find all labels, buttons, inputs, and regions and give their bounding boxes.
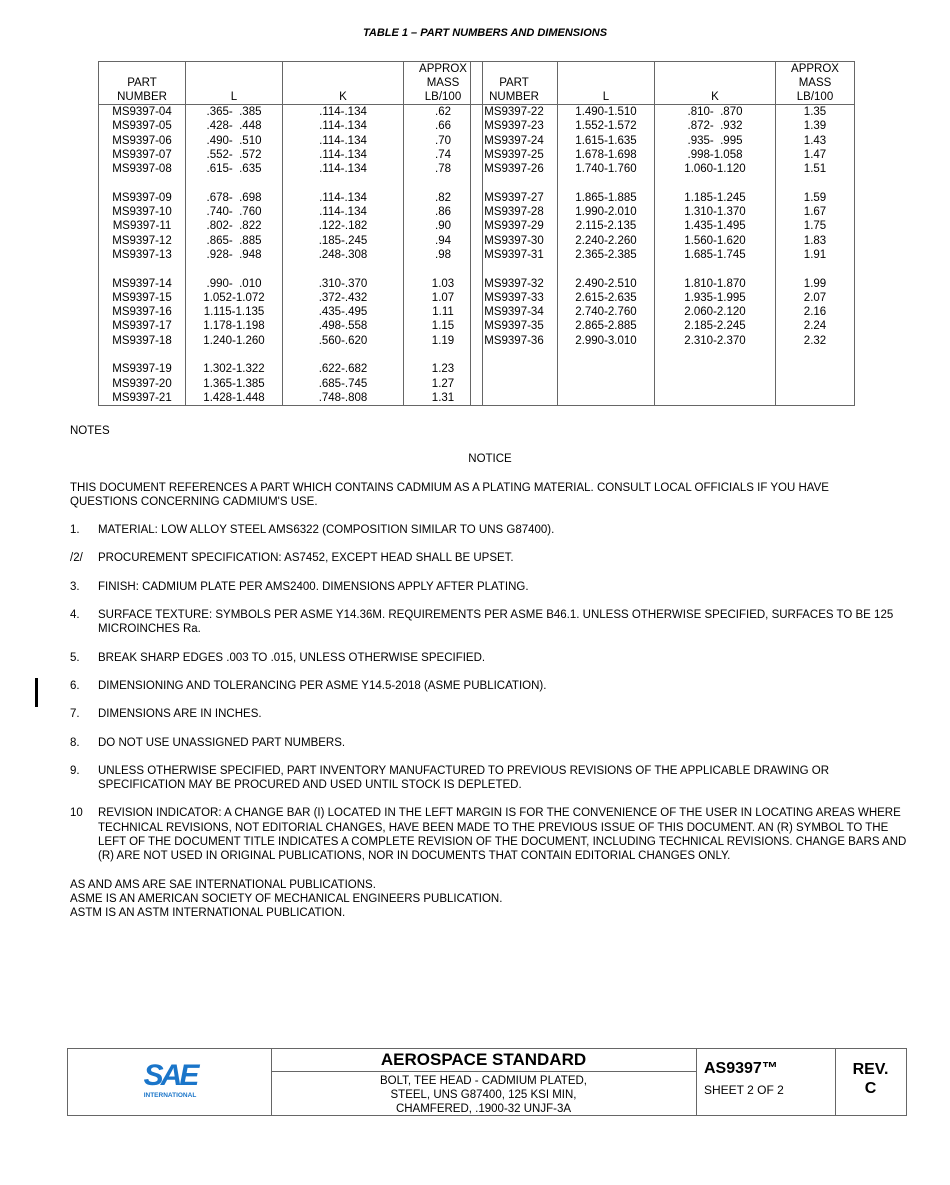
table-row bbox=[99, 119, 483, 133]
table-cell: .810- .870 bbox=[655, 105, 776, 120]
table-row bbox=[99, 377, 483, 391]
column-header: PART NUMBER bbox=[471, 62, 558, 105]
note-number: 9. bbox=[70, 764, 80, 777]
table-cell: 1.99 bbox=[776, 277, 855, 291]
table-cell: 1.365-1.385 bbox=[186, 377, 283, 391]
table-cell: 1.39 bbox=[776, 119, 855, 133]
table-cell: 1.47 bbox=[776, 148, 855, 162]
table-cell: .94 bbox=[404, 234, 483, 248]
table-cell: .365- .385 bbox=[186, 105, 283, 120]
table-row bbox=[99, 391, 483, 406]
table-cell: MS9397-24 bbox=[471, 134, 558, 148]
table-cell: .185-.245 bbox=[283, 234, 404, 248]
table-cell: 1.240-1.260 bbox=[186, 334, 283, 348]
table-cell: 1.19 bbox=[404, 334, 483, 348]
table-cell: .114-.134 bbox=[283, 105, 404, 120]
table-cell: 1.51 bbox=[776, 162, 855, 176]
table-cell: 1.990-2.010 bbox=[558, 205, 655, 219]
note-number: 3. bbox=[70, 580, 80, 593]
table-cell: MS9397-17 bbox=[99, 319, 186, 333]
table-cell: 2.615-2.635 bbox=[558, 291, 655, 305]
table-row bbox=[99, 191, 483, 205]
table-cell: .928- .948 bbox=[186, 248, 283, 262]
table-cell: 1.185-1.245 bbox=[655, 191, 776, 205]
table-cell: 2.365-2.385 bbox=[558, 248, 655, 262]
publications-list bbox=[70, 878, 910, 921]
table-cell: .372-.432 bbox=[283, 291, 404, 305]
column-header: APPROX MASS LB/100 bbox=[404, 62, 483, 105]
note-number: 8. bbox=[70, 736, 80, 749]
table-cell: 2.990-3.010 bbox=[558, 334, 655, 348]
table-cell: 1.060-1.120 bbox=[655, 162, 776, 176]
table-cell: MS9397-35 bbox=[471, 319, 558, 333]
table-cell: .740- .760 bbox=[186, 205, 283, 219]
table-cell: 2.310-2.370 bbox=[655, 334, 776, 348]
note-number: 5. bbox=[70, 651, 80, 664]
note-item bbox=[70, 679, 910, 693]
table-cell: 2.07 bbox=[776, 291, 855, 305]
table-row bbox=[471, 305, 855, 319]
table-row bbox=[99, 105, 483, 120]
table-cell: .490- .510 bbox=[186, 134, 283, 148]
table-cell: 1.07 bbox=[404, 291, 483, 305]
table-cell: 1.302-1.322 bbox=[186, 362, 283, 376]
revision-cell bbox=[835, 1049, 906, 1115]
table-cell: 1.310-1.370 bbox=[655, 205, 776, 219]
table-cell: MS9397-29 bbox=[471, 219, 558, 233]
table-cell: 1.67 bbox=[776, 205, 855, 219]
table-row bbox=[99, 234, 483, 248]
revision-value: C bbox=[864, 1080, 877, 1097]
table-cell: MS9397-08 bbox=[99, 162, 186, 176]
parts-table-left bbox=[98, 61, 483, 406]
note-item bbox=[70, 523, 910, 537]
note-text: PROCUREMENT SPECIFICATION: AS7452, EXCEPT HEAD SHALL BE UPSET. bbox=[98, 552, 514, 565]
table-cell: .74 bbox=[404, 148, 483, 162]
table-cell: 1.865-1.885 bbox=[558, 191, 655, 205]
table-cell: 1.43 bbox=[776, 134, 855, 148]
note-number: 7. bbox=[70, 708, 80, 721]
table-row bbox=[99, 291, 483, 305]
table-cell: .310-.370 bbox=[283, 277, 404, 291]
table-cell: MS9397-21 bbox=[99, 391, 186, 406]
notes-list bbox=[70, 523, 910, 863]
publication-line: AS AND AMS ARE SAE INTERNATIONAL PUBLICATIONS. bbox=[70, 878, 376, 891]
table-row bbox=[471, 191, 855, 205]
table-cell: MS9397-04 bbox=[99, 105, 186, 120]
table-row bbox=[471, 148, 855, 162]
description-line: STEEL, UNS G87400, 125 KSI MIN, bbox=[390, 1089, 577, 1101]
table-cell: 1.810-1.870 bbox=[655, 277, 776, 291]
table-row bbox=[471, 162, 855, 176]
table-row bbox=[471, 319, 855, 333]
table-cell: .622-.682 bbox=[283, 362, 404, 376]
note-text: DIMENSIONING AND TOLERANCING PER ASME Y14.5-2018 (ASME PUBLICATION). bbox=[98, 679, 547, 692]
standard-description bbox=[271, 1072, 696, 1116]
description-line: BOLT, TEE HEAD - CADMIUM PLATED, bbox=[379, 1075, 588, 1087]
table-cell: .114-.134 bbox=[283, 134, 404, 148]
table-cell: MS9397-12 bbox=[99, 234, 186, 248]
column-header: L bbox=[558, 62, 655, 105]
table-cell: .98 bbox=[404, 248, 483, 262]
note-text: DO NOT USE UNASSIGNED PART NUMBERS. bbox=[98, 736, 346, 749]
table-cell: 2.16 bbox=[776, 305, 855, 319]
table-cell: 1.428-1.448 bbox=[186, 391, 283, 406]
table-cell: 1.935-1.995 bbox=[655, 291, 776, 305]
standard-heading: AEROSPACE STANDARD bbox=[271, 1049, 696, 1072]
table-cell: MS9397-32 bbox=[471, 277, 558, 291]
notes-heading: NOTES bbox=[70, 425, 110, 437]
table-row bbox=[471, 234, 855, 248]
table-cell: 2.115-2.135 bbox=[558, 219, 655, 233]
note-text: SURFACE TEXTURE: SYMBOLS PER ASME Y14.36M. REQUIREMENTS PER ASME B46.1. UNLESS OTHERWISE SPECIFIED, SURFACES TO BE 125 MICROINCHES Ra. bbox=[98, 609, 894, 636]
table-cell: .114-.134 bbox=[283, 148, 404, 162]
document-number-cell bbox=[696, 1049, 836, 1115]
table-cell: 2.490-2.510 bbox=[558, 277, 655, 291]
parts-table-right bbox=[470, 61, 855, 406]
table-cell: MS9397-30 bbox=[471, 234, 558, 248]
table-cell: 2.185-2.245 bbox=[655, 319, 776, 333]
table-row bbox=[99, 134, 483, 148]
table-cell: MS9397-10 bbox=[99, 205, 186, 219]
sae-logo-icon bbox=[138, 1057, 202, 1101]
note-item bbox=[70, 806, 910, 863]
note-item bbox=[70, 651, 910, 665]
note-item bbox=[70, 608, 910, 637]
note-text: REVISION INDICATOR: A CHANGE BAR (I) LOCATED IN THE LEFT MARGIN IS FOR THE CONVENIENCE OF THE USER IN LOCATING AREAS WHERE TECHNICAL REVISIONS, NOT EDITORIAL CHANGES, HAVE BEEN MADE TO THE PREVIOUS ISSUE OF THIS DOCUMENT. AN (R) SYMBOL TO THE LEFT OF THE DOCUMENT TITLE INDICATES A COMPLETE REVISION OF THE DOCUMENT, INCLUDING TECHNICAL REVISIONS. CHANGE BARS AND (R) ARE NOT USED IN ORIGINAL PUBLICATIONS, NOR IN DOCUMENTS THAT CONTAIN EDITORIAL CHANGES ONLY. bbox=[98, 807, 907, 863]
table-cell: .678- .698 bbox=[186, 191, 283, 205]
table-cell: .114-.134 bbox=[283, 191, 404, 205]
table-cell: 1.435-1.495 bbox=[655, 219, 776, 233]
table-cell: MS9397-28 bbox=[471, 205, 558, 219]
table-cell: .114-.134 bbox=[283, 205, 404, 219]
table-cell: 2.240-2.260 bbox=[558, 234, 655, 248]
table-cell: .615- .635 bbox=[186, 162, 283, 176]
table-cell: MS9397-27 bbox=[471, 191, 558, 205]
document-number: AS9397™ bbox=[704, 1060, 778, 1077]
notes-section bbox=[70, 424, 910, 921]
column-header: K bbox=[283, 62, 404, 105]
table-row bbox=[471, 105, 855, 120]
table-cell: 2.060-2.120 bbox=[655, 305, 776, 319]
note-text: UNLESS OTHERWISE SPECIFIED, PART INVENTORY MANUFACTURED TO PREVIOUS REVISIONS OF THE APPLICABLE DRAWING OR SPECIFICATION MAY BE PROCURED AND USED UNTIL STOCK IS DEPLETED. bbox=[98, 764, 830, 792]
table-cell: 1.31 bbox=[404, 391, 483, 406]
note-item bbox=[70, 764, 910, 793]
logo-text: SAE bbox=[143, 1059, 197, 1092]
table-cell: 1.552-1.572 bbox=[558, 119, 655, 133]
table-row bbox=[99, 248, 483, 262]
table-cell: MS9397-15 bbox=[99, 291, 186, 305]
table-cell: MS9397-07 bbox=[99, 148, 186, 162]
note-number: 4. bbox=[70, 609, 80, 622]
note-item bbox=[70, 580, 910, 594]
note-number: /2/ bbox=[70, 552, 83, 565]
table-cell: .62 bbox=[404, 105, 483, 120]
note-item bbox=[70, 551, 910, 565]
table-cell: MS9397-20 bbox=[99, 377, 186, 391]
table-row bbox=[99, 148, 483, 162]
table-cell: .435-.495 bbox=[283, 305, 404, 319]
note-number: 6. bbox=[70, 679, 80, 692]
description-line: CHAMFERED, .1900-32 UNJF-3A bbox=[395, 1103, 572, 1115]
table-cell: MS9397-36 bbox=[471, 334, 558, 348]
table-cell: .114-.134 bbox=[283, 162, 404, 176]
table-cell: .70 bbox=[404, 134, 483, 148]
table-row bbox=[471, 134, 855, 148]
publication-line: ASME IS AN AMERICAN SOCIETY OF MECHANICAL ENGINEERS PUBLICATION. bbox=[70, 892, 503, 905]
table-cell: MS9397-13 bbox=[99, 248, 186, 262]
table-cell: 1.178-1.198 bbox=[186, 319, 283, 333]
table-row bbox=[99, 219, 483, 233]
table-cell: MS9397-26 bbox=[471, 162, 558, 176]
table-cell: .865- .885 bbox=[186, 234, 283, 248]
note-text: FINISH: CADMIUM PLATE PER AMS2400. DIMENSIONS APPLY AFTER PLATING. bbox=[98, 580, 529, 593]
table-cell: MS9397-16 bbox=[99, 305, 186, 319]
table-cell: .560-.620 bbox=[283, 334, 404, 348]
table-row bbox=[99, 319, 483, 333]
table-row bbox=[471, 291, 855, 305]
table-cell: 2.740-2.760 bbox=[558, 305, 655, 319]
table-cell: .748-.808 bbox=[283, 391, 404, 406]
note-number: 10 bbox=[70, 807, 83, 820]
table-cell: 1.052-1.072 bbox=[186, 291, 283, 305]
change-bar bbox=[35, 678, 38, 707]
table-row bbox=[471, 219, 855, 233]
note-item bbox=[70, 707, 910, 721]
table-cell: .66 bbox=[404, 119, 483, 133]
publication-line: ASTM IS AN ASTM INTERNATIONAL PUBLICATION. bbox=[70, 907, 346, 920]
table-cell: .78 bbox=[404, 162, 483, 176]
table-cell: MS9397-33 bbox=[471, 291, 558, 305]
table-cell: MS9397-25 bbox=[471, 148, 558, 162]
note-number: 1. bbox=[70, 524, 80, 537]
table-cell: 1.15 bbox=[404, 319, 483, 333]
table-cell: 1.685-1.745 bbox=[655, 248, 776, 262]
table-cell: .122-.182 bbox=[283, 219, 404, 233]
note-item bbox=[70, 736, 910, 750]
table-cell: .935- .995 bbox=[655, 134, 776, 148]
table-cell: 2.865-2.885 bbox=[558, 319, 655, 333]
table-cell: .498-.558 bbox=[283, 319, 404, 333]
table-cell: 1.75 bbox=[776, 219, 855, 233]
table-row bbox=[99, 334, 483, 348]
table-row bbox=[471, 248, 855, 262]
table-cell: .552- .572 bbox=[186, 148, 283, 162]
table-cell: 1.490-1.510 bbox=[558, 105, 655, 120]
notice-text: THIS DOCUMENT REFERENCES A PART WHICH CONTAINS CADMIUM AS A PLATING MATERIAL. CONSULT LOCAL OFFICIALS IF YOU HAVE QUESTIONS CONCERNING CADMIUM'S USE. bbox=[70, 481, 829, 508]
logo-sub: INTERNATIONAL bbox=[143, 1092, 197, 1099]
sheet-number: SHEET 2 OF 2 bbox=[704, 1083, 784, 1097]
table-cell: 1.740-1.760 bbox=[558, 162, 655, 176]
table-row bbox=[471, 277, 855, 291]
table-cell: .998-1.058 bbox=[655, 148, 776, 162]
table-cell: 1.59 bbox=[776, 191, 855, 205]
table-cell: MS9397-18 bbox=[99, 334, 186, 348]
table-cell: 2.24 bbox=[776, 319, 855, 333]
table-cell: 1.03 bbox=[404, 277, 483, 291]
table-cell: MS9397-22 bbox=[471, 105, 558, 120]
table-cell: MS9397-34 bbox=[471, 305, 558, 319]
note-text: BREAK SHARP EDGES .003 TO .015, UNLESS OTHERWISE SPECIFIED. bbox=[98, 651, 486, 664]
title-block bbox=[67, 1048, 907, 1116]
table-row bbox=[471, 119, 855, 133]
table-cell: 1.83 bbox=[776, 234, 855, 248]
table-cell: MS9397-31 bbox=[471, 248, 558, 262]
table-cell: MS9397-09 bbox=[99, 191, 186, 205]
note-text: MATERIAL: LOW ALLOY STEEL AMS6322 (COMPOSITION SIMILAR TO UNS G87400). bbox=[98, 524, 555, 537]
table-row bbox=[99, 162, 483, 176]
table-cell: 1.115-1.135 bbox=[186, 305, 283, 319]
table-cell: MS9397-06 bbox=[99, 134, 186, 148]
table-cell: MS9397-14 bbox=[99, 277, 186, 291]
column-header: K bbox=[655, 62, 776, 105]
table-cell: .428- .448 bbox=[186, 119, 283, 133]
table-cell: 1.23 bbox=[404, 362, 483, 376]
table-cell: .82 bbox=[404, 191, 483, 205]
table-cell: 1.11 bbox=[404, 305, 483, 319]
table-row bbox=[99, 205, 483, 219]
standard-cell bbox=[271, 1049, 697, 1115]
table-cell: .685-.745 bbox=[283, 377, 404, 391]
table-cell: .90 bbox=[404, 219, 483, 233]
table-cell: .114-.134 bbox=[283, 119, 404, 133]
table-cell: .802- .822 bbox=[186, 219, 283, 233]
table-row bbox=[471, 205, 855, 219]
table-cell: 1.560-1.620 bbox=[655, 234, 776, 248]
table-row bbox=[99, 277, 483, 291]
logo-cell bbox=[68, 1049, 272, 1115]
table-cell: MS9397-23 bbox=[471, 119, 558, 133]
revision-label: REV. bbox=[852, 1061, 889, 1078]
table-cell: MS9397-19 bbox=[99, 362, 186, 376]
table-cell: .872- .932 bbox=[655, 119, 776, 133]
table-cell: MS9397-11 bbox=[99, 219, 186, 233]
table-row bbox=[99, 362, 483, 376]
table-cell: .990- .010 bbox=[186, 277, 283, 291]
table-cell: 1.678-1.698 bbox=[558, 148, 655, 162]
table-title: TABLE 1 – PART NUMBERS AND DIMENSIONS bbox=[362, 27, 608, 39]
table-cell: .86 bbox=[404, 205, 483, 219]
notice-heading: NOTICE bbox=[468, 453, 512, 466]
table-cell: 1.91 bbox=[776, 248, 855, 262]
table-row bbox=[471, 334, 855, 348]
table-cell: 1.27 bbox=[404, 377, 483, 391]
table-cell: 1.615-1.635 bbox=[558, 134, 655, 148]
table-cell: MS9397-05 bbox=[99, 119, 186, 133]
column-header: APPROX MASS LB/100 bbox=[776, 62, 855, 105]
table-cell: 1.35 bbox=[776, 105, 855, 120]
table-row bbox=[99, 305, 483, 319]
column-header: L bbox=[186, 62, 283, 105]
table-cell: .248-.308 bbox=[283, 248, 404, 262]
table-cell: 2.32 bbox=[776, 334, 855, 348]
note-text: DIMENSIONS ARE IN INCHES. bbox=[98, 708, 262, 721]
column-header: PART NUMBER bbox=[99, 62, 186, 105]
